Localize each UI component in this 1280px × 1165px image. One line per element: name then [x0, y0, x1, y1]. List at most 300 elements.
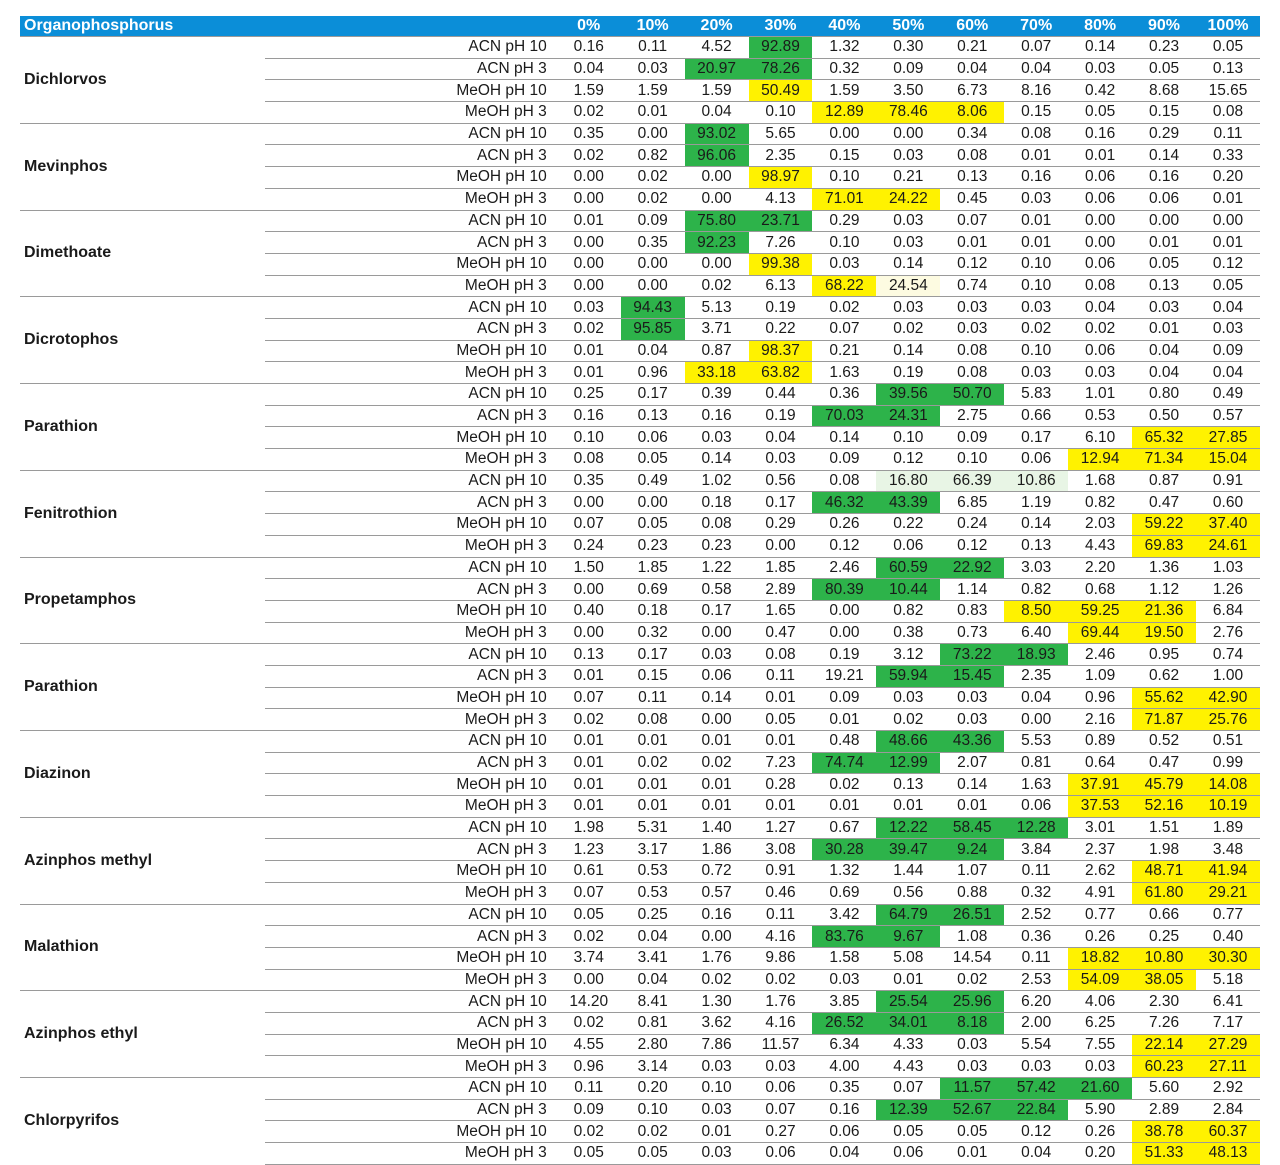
- value-cell: 33.18: [685, 362, 749, 384]
- value-cell: 0.46: [749, 882, 813, 904]
- value-cell: 0.47: [1132, 492, 1196, 514]
- value-cell: 1.44: [876, 861, 940, 883]
- value-cell: 2.53: [1004, 969, 1068, 991]
- condition-label: ACN pH 3: [265, 839, 557, 861]
- value-cell: 38.05: [1132, 969, 1196, 991]
- condition-label: MeOH pH 3: [265, 1143, 557, 1165]
- value-cell: 8.06: [940, 102, 1004, 124]
- value-cell: 0.06: [1004, 449, 1068, 471]
- value-cell: 24.31: [876, 405, 940, 427]
- value-cell: 0.69: [621, 579, 685, 601]
- value-cell: 0.17: [621, 384, 685, 406]
- value-cell: 5.54: [1004, 1034, 1068, 1056]
- value-cell: 0.06: [1068, 340, 1132, 362]
- value-cell: 10.86: [1004, 470, 1068, 492]
- value-cell: 68.22: [812, 275, 876, 297]
- value-cell: 0.50: [1132, 405, 1196, 427]
- value-cell: 0.02: [557, 145, 621, 167]
- value-cell: 0.03: [1004, 188, 1068, 210]
- value-cell: 0.02: [621, 752, 685, 774]
- value-cell: 1.22: [685, 557, 749, 579]
- value-cell: 3.85: [812, 991, 876, 1013]
- value-cell: 1.98: [1132, 839, 1196, 861]
- value-cell: 0.11: [749, 665, 813, 687]
- value-cell: 0.07: [940, 210, 1004, 232]
- value-cell: 0.09: [940, 427, 1004, 449]
- value-cell: 0.05: [621, 514, 685, 536]
- value-cell: 0.10: [1004, 253, 1068, 275]
- value-cell: 0.13: [621, 405, 685, 427]
- value-cell: 0.01: [812, 709, 876, 731]
- value-cell: 0.24: [940, 514, 1004, 536]
- value-cell: 0.00: [557, 232, 621, 254]
- value-cell: 0.11: [1004, 861, 1068, 883]
- value-cell: 0.03: [940, 297, 1004, 319]
- value-cell: 27.11: [1196, 1056, 1260, 1078]
- value-cell: 8.18: [940, 1012, 1004, 1034]
- value-cell: 0.11: [557, 1078, 621, 1100]
- value-cell: 0.20: [621, 1078, 685, 1100]
- value-cell: 0.01: [557, 796, 621, 818]
- value-cell: 0.06: [1004, 796, 1068, 818]
- condition-label: MeOH pH 10: [265, 1121, 557, 1143]
- condition-label: ACN pH 3: [265, 492, 557, 514]
- value-cell: 0.03: [685, 1056, 749, 1078]
- value-cell: 0.02: [812, 774, 876, 796]
- value-cell: 0.08: [940, 362, 1004, 384]
- value-cell: 0.82: [1004, 579, 1068, 601]
- value-cell: 65.32: [1132, 427, 1196, 449]
- value-cell: 50.49: [749, 80, 813, 102]
- value-cell: 0.01: [557, 210, 621, 232]
- value-cell: 52.16: [1132, 796, 1196, 818]
- value-cell: 51.33: [1132, 1143, 1196, 1165]
- value-cell: 0.03: [1068, 1056, 1132, 1078]
- value-cell: 0.03: [1004, 297, 1068, 319]
- value-cell: 4.16: [749, 926, 813, 948]
- value-cell: 46.32: [812, 492, 876, 514]
- value-cell: 0.03: [1132, 297, 1196, 319]
- value-cell: 1.23: [557, 839, 621, 861]
- value-cell: 38.78: [1132, 1121, 1196, 1143]
- value-cell: 0.14: [1132, 145, 1196, 167]
- value-cell: 0.26: [1068, 926, 1132, 948]
- value-cell: 0.03: [940, 1034, 1004, 1056]
- value-cell: 0.04: [557, 58, 621, 80]
- condition-label: ACN pH 3: [265, 1099, 557, 1121]
- table-row: [20, 991, 1260, 1013]
- value-cell: 2.46: [1068, 644, 1132, 666]
- value-cell: 25.54: [876, 991, 940, 1013]
- value-cell: 7.23: [749, 752, 813, 774]
- table-body: [20, 37, 1260, 1165]
- value-cell: 6.84: [1196, 600, 1260, 622]
- value-cell: 0.19: [749, 297, 813, 319]
- value-cell: 0.06: [749, 1078, 813, 1100]
- value-cell: 0.52: [1132, 731, 1196, 753]
- value-cell: 0.88: [940, 882, 1004, 904]
- value-cell: 0.00: [621, 123, 685, 145]
- value-cell: 99.38: [749, 253, 813, 275]
- value-cell: 0.80: [1132, 384, 1196, 406]
- value-cell: 0.03: [621, 58, 685, 80]
- value-cell: 1.85: [621, 557, 685, 579]
- value-cell: 0.07: [749, 1099, 813, 1121]
- column-header: 60%: [940, 16, 1004, 37]
- value-cell: 0.64: [1068, 752, 1132, 774]
- value-cell: 0.05: [557, 1143, 621, 1165]
- value-cell: 0.14: [685, 449, 749, 471]
- value-cell: 0.03: [812, 253, 876, 275]
- value-cell: 70.03: [812, 405, 876, 427]
- value-cell: 0.16: [812, 1099, 876, 1121]
- value-cell: 0.18: [685, 492, 749, 514]
- value-cell: 0.03: [940, 1056, 1004, 1078]
- compound-name: Malathion: [20, 904, 265, 991]
- value-cell: 3.14: [621, 1056, 685, 1078]
- value-cell: 0.15: [1132, 102, 1196, 124]
- value-cell: 0.08: [812, 470, 876, 492]
- value-cell: 60.23: [1132, 1056, 1196, 1078]
- value-cell: 0.02: [1068, 318, 1132, 340]
- value-cell: 0.02: [685, 275, 749, 297]
- value-cell: 8.68: [1132, 80, 1196, 102]
- value-cell: 94.43: [621, 297, 685, 319]
- value-cell: 0.14: [1068, 37, 1132, 59]
- value-cell: 34.01: [876, 1012, 940, 1034]
- compound-name: Mevinphos: [20, 123, 265, 210]
- value-cell: 3.17: [621, 839, 685, 861]
- value-cell: 0.14: [876, 253, 940, 275]
- condition-label: ACN pH 10: [265, 470, 557, 492]
- value-cell: 0.32: [1004, 882, 1068, 904]
- value-cell: 0.04: [1132, 340, 1196, 362]
- value-cell: 5.65: [749, 123, 813, 145]
- value-cell: 0.03: [685, 1099, 749, 1121]
- value-cell: 0.13: [557, 644, 621, 666]
- value-cell: 0.00: [557, 253, 621, 275]
- value-cell: 0.06: [876, 535, 940, 557]
- value-cell: 0.03: [876, 210, 940, 232]
- table-row: [20, 644, 1260, 666]
- value-cell: 0.01: [621, 731, 685, 753]
- value-cell: 0.72: [685, 861, 749, 883]
- value-cell: 11.57: [749, 1034, 813, 1056]
- value-cell: 2.52: [1004, 904, 1068, 926]
- value-cell: 24.54: [876, 275, 940, 297]
- value-cell: 0.04: [1196, 297, 1260, 319]
- value-cell: 0.13: [1196, 58, 1260, 80]
- value-cell: 1.32: [812, 861, 876, 883]
- header-row: [20, 16, 1260, 37]
- value-cell: 0.96: [621, 362, 685, 384]
- value-cell: 19.50: [1132, 622, 1196, 644]
- value-cell: 0.57: [685, 882, 749, 904]
- value-cell: 0.02: [685, 752, 749, 774]
- value-cell: 0.00: [685, 709, 749, 731]
- value-cell: 0.12: [876, 449, 940, 471]
- value-cell: 0.17: [749, 492, 813, 514]
- value-cell: 1.85: [749, 557, 813, 579]
- value-cell: 2.07: [940, 752, 1004, 774]
- value-cell: 0.20: [1068, 1143, 1132, 1165]
- value-cell: 0.11: [749, 904, 813, 926]
- value-cell: 0.04: [621, 926, 685, 948]
- condition-label: ACN pH 10: [265, 731, 557, 753]
- value-cell: 2.00: [1004, 1012, 1068, 1034]
- value-cell: 0.01: [621, 102, 685, 124]
- value-cell: 0.77: [1068, 904, 1132, 926]
- value-cell: 9.24: [940, 839, 1004, 861]
- value-cell: 0.01: [940, 1143, 1004, 1165]
- value-cell: 71.87: [1132, 709, 1196, 731]
- value-cell: 11.57: [940, 1078, 1004, 1100]
- value-cell: 0.24: [557, 535, 621, 557]
- value-cell: 75.80: [685, 210, 749, 232]
- value-cell: 0.01: [1004, 145, 1068, 167]
- value-cell: 0.13: [876, 774, 940, 796]
- value-cell: 4.00: [812, 1056, 876, 1078]
- value-cell: 59.22: [1132, 514, 1196, 536]
- value-cell: 0.62: [1132, 665, 1196, 687]
- value-cell: 0.10: [812, 232, 876, 254]
- condition-label: MeOH pH 10: [265, 340, 557, 362]
- value-cell: 0.01: [557, 340, 621, 362]
- elution-table: [20, 16, 1260, 1165]
- value-cell: 0.05: [621, 1143, 685, 1165]
- table-row: [20, 470, 1260, 492]
- value-cell: 43.36: [940, 731, 1004, 753]
- value-cell: 1.59: [685, 80, 749, 102]
- value-cell: 60.37: [1196, 1121, 1260, 1143]
- value-cell: 2.16: [1068, 709, 1132, 731]
- value-cell: 0.02: [557, 709, 621, 731]
- value-cell: 2.89: [749, 579, 813, 601]
- condition-label: ACN pH 3: [265, 1012, 557, 1034]
- condition-label: ACN pH 3: [265, 318, 557, 340]
- value-cell: 0.02: [557, 318, 621, 340]
- compound-name: Dimethoate: [20, 210, 265, 297]
- value-cell: 0.23: [621, 535, 685, 557]
- value-cell: 0.00: [685, 926, 749, 948]
- value-cell: 5.60: [1132, 1078, 1196, 1100]
- value-cell: 0.00: [557, 622, 621, 644]
- value-cell: 0.60: [1196, 492, 1260, 514]
- value-cell: 0.13: [1132, 275, 1196, 297]
- value-cell: 27.85: [1196, 427, 1260, 449]
- value-cell: 0.66: [1132, 904, 1196, 926]
- value-cell: 0.91: [1196, 470, 1260, 492]
- value-cell: 0.02: [557, 1012, 621, 1034]
- value-cell: 0.03: [876, 297, 940, 319]
- condition-label: MeOH pH 10: [265, 600, 557, 622]
- value-cell: 2.46: [812, 557, 876, 579]
- value-cell: 0.23: [1132, 37, 1196, 59]
- column-header: 0%: [557, 16, 621, 37]
- value-cell: 0.69: [812, 882, 876, 904]
- value-cell: 0.00: [812, 600, 876, 622]
- value-cell: 1.40: [685, 817, 749, 839]
- condition-label: MeOH pH 3: [265, 709, 557, 731]
- value-cell: 0.58: [685, 579, 749, 601]
- condition-label: ACN pH 3: [265, 232, 557, 254]
- value-cell: 0.82: [876, 600, 940, 622]
- value-cell: 0.01: [1196, 232, 1260, 254]
- value-cell: 0.35: [621, 232, 685, 254]
- value-cell: 0.01: [621, 796, 685, 818]
- value-cell: 0.01: [749, 796, 813, 818]
- value-cell: 0.00: [812, 622, 876, 644]
- compound-name: Fenitrothion: [20, 470, 265, 557]
- value-cell: 0.04: [749, 427, 813, 449]
- value-cell: 0.04: [1196, 362, 1260, 384]
- value-cell: 4.33: [876, 1034, 940, 1056]
- value-cell: 19.21: [812, 665, 876, 687]
- value-cell: 0.01: [557, 731, 621, 753]
- value-cell: 0.07: [812, 318, 876, 340]
- value-cell: 0.03: [685, 644, 749, 666]
- table-row: [20, 1078, 1260, 1100]
- value-cell: 0.09: [812, 449, 876, 471]
- value-cell: 7.26: [749, 232, 813, 254]
- value-cell: 0.15: [621, 665, 685, 687]
- value-cell: 0.40: [1196, 926, 1260, 948]
- value-cell: 0.10: [812, 167, 876, 189]
- value-cell: 0.44: [749, 384, 813, 406]
- column-header: 100%: [1196, 16, 1260, 37]
- value-cell: 3.08: [749, 839, 813, 861]
- value-cell: 0.02: [812, 297, 876, 319]
- value-cell: 26.51: [940, 904, 1004, 926]
- condition-label: ACN pH 3: [265, 926, 557, 948]
- condition-label: MeOH pH 10: [265, 167, 557, 189]
- value-cell: 10.80: [1132, 947, 1196, 969]
- value-cell: 57.42: [1004, 1078, 1068, 1100]
- value-cell: 12.89: [812, 102, 876, 124]
- value-cell: 5.90: [1068, 1099, 1132, 1121]
- value-cell: 0.10: [749, 102, 813, 124]
- value-cell: 0.00: [685, 167, 749, 189]
- value-cell: 6.85: [940, 492, 1004, 514]
- value-cell: 10.19: [1196, 796, 1260, 818]
- value-cell: 45.79: [1132, 774, 1196, 796]
- value-cell: 0.00: [685, 253, 749, 275]
- value-cell: 1.19: [1004, 492, 1068, 514]
- value-cell: 0.03: [812, 969, 876, 991]
- value-cell: 59.94: [876, 665, 940, 687]
- value-cell: 3.74: [557, 947, 621, 969]
- value-cell: 16.80: [876, 470, 940, 492]
- value-cell: 0.11: [621, 687, 685, 709]
- value-cell: 0.02: [749, 969, 813, 991]
- value-cell: 0.39: [685, 384, 749, 406]
- value-cell: 4.43: [1068, 535, 1132, 557]
- value-cell: 1.65: [749, 600, 813, 622]
- value-cell: 95.85: [621, 318, 685, 340]
- value-cell: 0.06: [1068, 253, 1132, 275]
- value-cell: 30.30: [1196, 947, 1260, 969]
- column-header: 30%: [749, 16, 813, 37]
- value-cell: 0.06: [812, 1121, 876, 1143]
- value-cell: 0.08: [685, 514, 749, 536]
- value-cell: 1.58: [812, 947, 876, 969]
- value-cell: 0.01: [685, 731, 749, 753]
- column-header: 40%: [812, 16, 876, 37]
- condition-label: MeOH pH 3: [265, 188, 557, 210]
- value-cell: 78.26: [749, 58, 813, 80]
- value-cell: 0.53: [621, 861, 685, 883]
- value-cell: 0.00: [621, 275, 685, 297]
- value-cell: 0.05: [1132, 58, 1196, 80]
- value-cell: 1.30: [685, 991, 749, 1013]
- table-row: [20, 123, 1260, 145]
- condition-label: MeOH pH 10: [265, 774, 557, 796]
- value-cell: 0.00: [557, 275, 621, 297]
- column-header: 20%: [685, 16, 749, 37]
- value-cell: 0.13: [940, 167, 1004, 189]
- value-cell: 0.27: [749, 1121, 813, 1143]
- value-cell: 0.21: [940, 37, 1004, 59]
- value-cell: 0.03: [749, 449, 813, 471]
- value-cell: 7.17: [1196, 1012, 1260, 1034]
- value-cell: 80.39: [812, 579, 876, 601]
- value-cell: 0.01: [685, 774, 749, 796]
- compound-name: Azinphos methyl: [20, 817, 265, 904]
- value-cell: 0.17: [621, 644, 685, 666]
- column-header: 80%: [1068, 16, 1132, 37]
- value-cell: 0.04: [1068, 297, 1132, 319]
- value-cell: 1.14: [940, 579, 1004, 601]
- value-cell: 0.01: [749, 731, 813, 753]
- value-cell: 0.01: [1132, 232, 1196, 254]
- table-row: [20, 210, 1260, 232]
- value-cell: 48.66: [876, 731, 940, 753]
- condition-label: ACN pH 10: [265, 557, 557, 579]
- value-cell: 15.04: [1196, 449, 1260, 471]
- value-cell: 0.08: [749, 644, 813, 666]
- value-cell: 96.06: [685, 145, 749, 167]
- value-cell: 4.16: [749, 1012, 813, 1034]
- value-cell: 30.28: [812, 839, 876, 861]
- value-cell: 21.36: [1132, 600, 1196, 622]
- compound-name: Chlorpyrifos: [20, 1078, 265, 1165]
- condition-label: MeOH pH 3: [265, 275, 557, 297]
- value-cell: 0.16: [685, 904, 749, 926]
- table-row: [20, 384, 1260, 406]
- value-cell: 0.89: [1068, 731, 1132, 753]
- value-cell: 0.06: [1132, 188, 1196, 210]
- value-cell: 0.20: [1196, 167, 1260, 189]
- value-cell: 20.97: [685, 58, 749, 80]
- value-cell: 0.06: [621, 427, 685, 449]
- value-cell: 0.67: [812, 817, 876, 839]
- value-cell: 2.89: [1132, 1099, 1196, 1121]
- value-cell: 22.14: [1132, 1034, 1196, 1056]
- value-cell: 71.34: [1132, 449, 1196, 471]
- value-cell: 0.01: [876, 796, 940, 818]
- value-cell: 61.80: [1132, 882, 1196, 904]
- value-cell: 0.10: [557, 427, 621, 449]
- compound-name: Diazinon: [20, 731, 265, 818]
- value-cell: 0.05: [1196, 275, 1260, 297]
- value-cell: 0.06: [1068, 167, 1132, 189]
- value-cell: 0.05: [749, 709, 813, 731]
- condition-label: MeOH pH 10: [265, 80, 557, 102]
- value-cell: 3.12: [876, 644, 940, 666]
- condition-label: MeOH pH 3: [265, 969, 557, 991]
- value-cell: 39.56: [876, 384, 940, 406]
- value-cell: 1.02: [685, 470, 749, 492]
